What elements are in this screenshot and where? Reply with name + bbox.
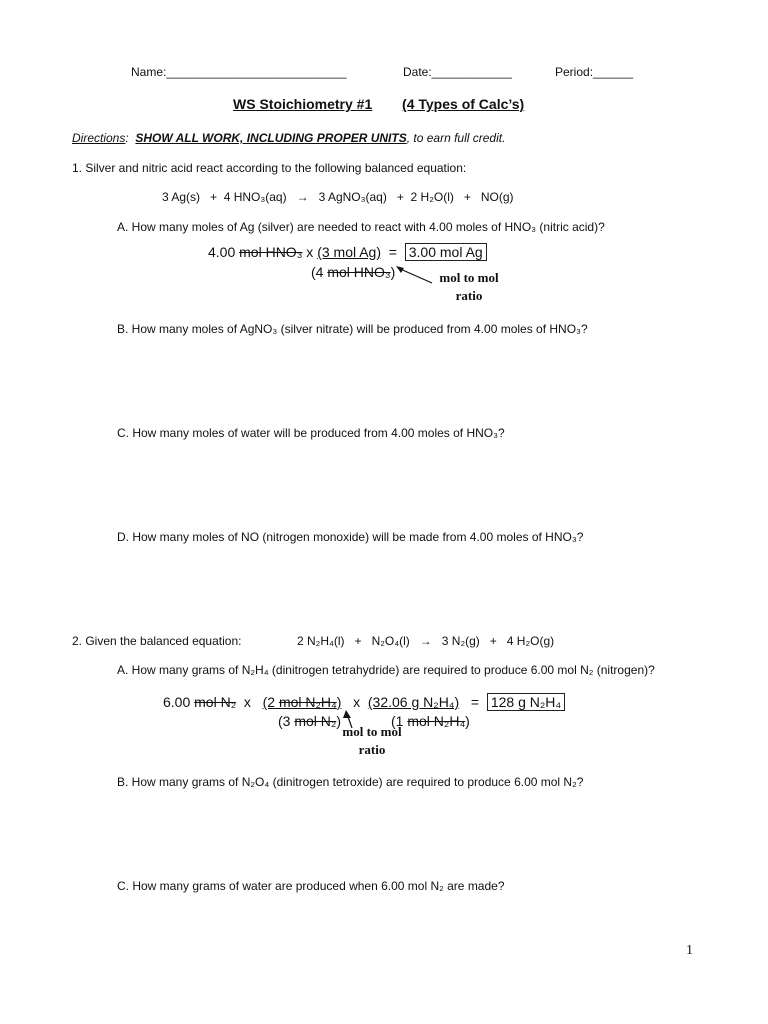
- q2a-num1-open: (2: [262, 694, 276, 710]
- q2a-num1-unit: mol N₂H₄: [278, 694, 337, 710]
- q2a-equals: =: [470, 694, 480, 710]
- q2-part-a: A. How many grams of N₂H₄ (dinitrogen tetrahydride) are required to produce 6.00 mol N₂ (nitrogen)?: [117, 663, 655, 677]
- q1a-den-unit: mol HNO₃: [327, 264, 391, 280]
- q1-part-b: B. How many moles of AgNO₃ (silver nitrate) will be produced from 4.00 moles of HNO₃?: [117, 322, 588, 336]
- directions-colon: :: [125, 131, 129, 145]
- q2a-note-line2: ratio: [358, 742, 386, 757]
- q1-equation: 3 Ag(s) + 4 HNO₃(aq) → 3 AgNO₃(aq) + 2 H₂O(l) + NO(g): [162, 190, 514, 204]
- q2-part-b: B. How many grams of N₂O₄ (dinitrogen tetroxide) are required to produce 6.00 mol N₂?: [117, 775, 584, 789]
- q2a-times-1: x: [243, 694, 251, 710]
- q1a-given-unit: mol HNO₃: [239, 244, 303, 260]
- q2a-den1-open: (3: [278, 713, 291, 729]
- q2-part-c: C. How many grams of water are produced when 6.00 mol N₂ are made?: [117, 879, 505, 893]
- q1-part-c: C. How many moles of water will be produced from 4.00 moles of HNO₃?: [117, 426, 505, 440]
- name-field-label: Name:___________________________: [131, 65, 347, 79]
- q2a-note-line1: mol to mol: [342, 724, 402, 739]
- q2a-den2-open: (1: [391, 713, 404, 729]
- q1-part-a: A. How many moles of Ag (silver) are needed to react with 4.00 moles of HNO₃ (nitric acid)?: [117, 220, 605, 234]
- q1a-given: 4.00: [208, 244, 236, 260]
- q2a-den2-unit: mol N₂H₄: [407, 713, 466, 729]
- title-main: WS Stoichiometry #1: [233, 96, 373, 112]
- q2a-given: 6.00: [163, 694, 191, 710]
- q1a-ratio-numerator: (3 mol Ag): [317, 244, 381, 260]
- q2a-den2-close: ): [465, 713, 470, 729]
- directions-label: Directions: [72, 131, 126, 145]
- directions-emphasis: SHOW ALL WORK, INCLUDING PROPER UNITS: [135, 131, 407, 145]
- date-field-label: Date:____________: [403, 65, 512, 79]
- q2a-answer-box: 128 g N₂H₄: [487, 693, 565, 711]
- page-number: 1: [686, 943, 693, 958]
- q2a-den1-unit: mol N₂: [294, 713, 337, 729]
- q2a-den1-close: ): [336, 713, 342, 729]
- period-field-label: Period:______: [555, 65, 634, 79]
- q2a-work-numerator: [163, 694, 565, 710]
- q2a-note: [328, 723, 416, 759]
- q1a-note-line1: mol to mol: [439, 270, 499, 285]
- q2a-given-unit: mol N₂: [194, 694, 237, 710]
- q2-prompt: 2. Given the balanced equation:: [72, 634, 242, 648]
- q1-part-d: D. How many moles of NO (nitrogen monoxide) will be made from 4.00 moles of HNO₃?: [117, 530, 584, 544]
- q1a-answer-box: 3.00 mol Ag: [405, 243, 487, 261]
- directions-rest: , to earn full credit.: [406, 131, 506, 145]
- q1a-equals: =: [388, 244, 397, 260]
- title-sub: (4 Types of Calc’s): [402, 96, 525, 112]
- q2a-times-2: x: [353, 694, 361, 710]
- q1a-den-close: ): [390, 264, 396, 280]
- q1a-den-open: (4: [311, 264, 324, 280]
- q1a-note: [425, 269, 513, 305]
- q2a-molar-mass-numerator: (32.06 g N₂H₄): [367, 694, 460, 710]
- q2-equation: 2 N₂H₄(l) + N₂O₄(l) → 3 N₂(g) + 4 H₂O(g): [297, 634, 555, 648]
- q1-prompt: 1. Silver and nitric acid react according to the following balanced equation:: [72, 161, 467, 175]
- q2a-ratio-numerator: [263, 694, 342, 710]
- q1a-note-line2: ratio: [455, 288, 483, 303]
- q2a-num1-close: ): [336, 694, 342, 710]
- q1a-times: x: [306, 244, 314, 260]
